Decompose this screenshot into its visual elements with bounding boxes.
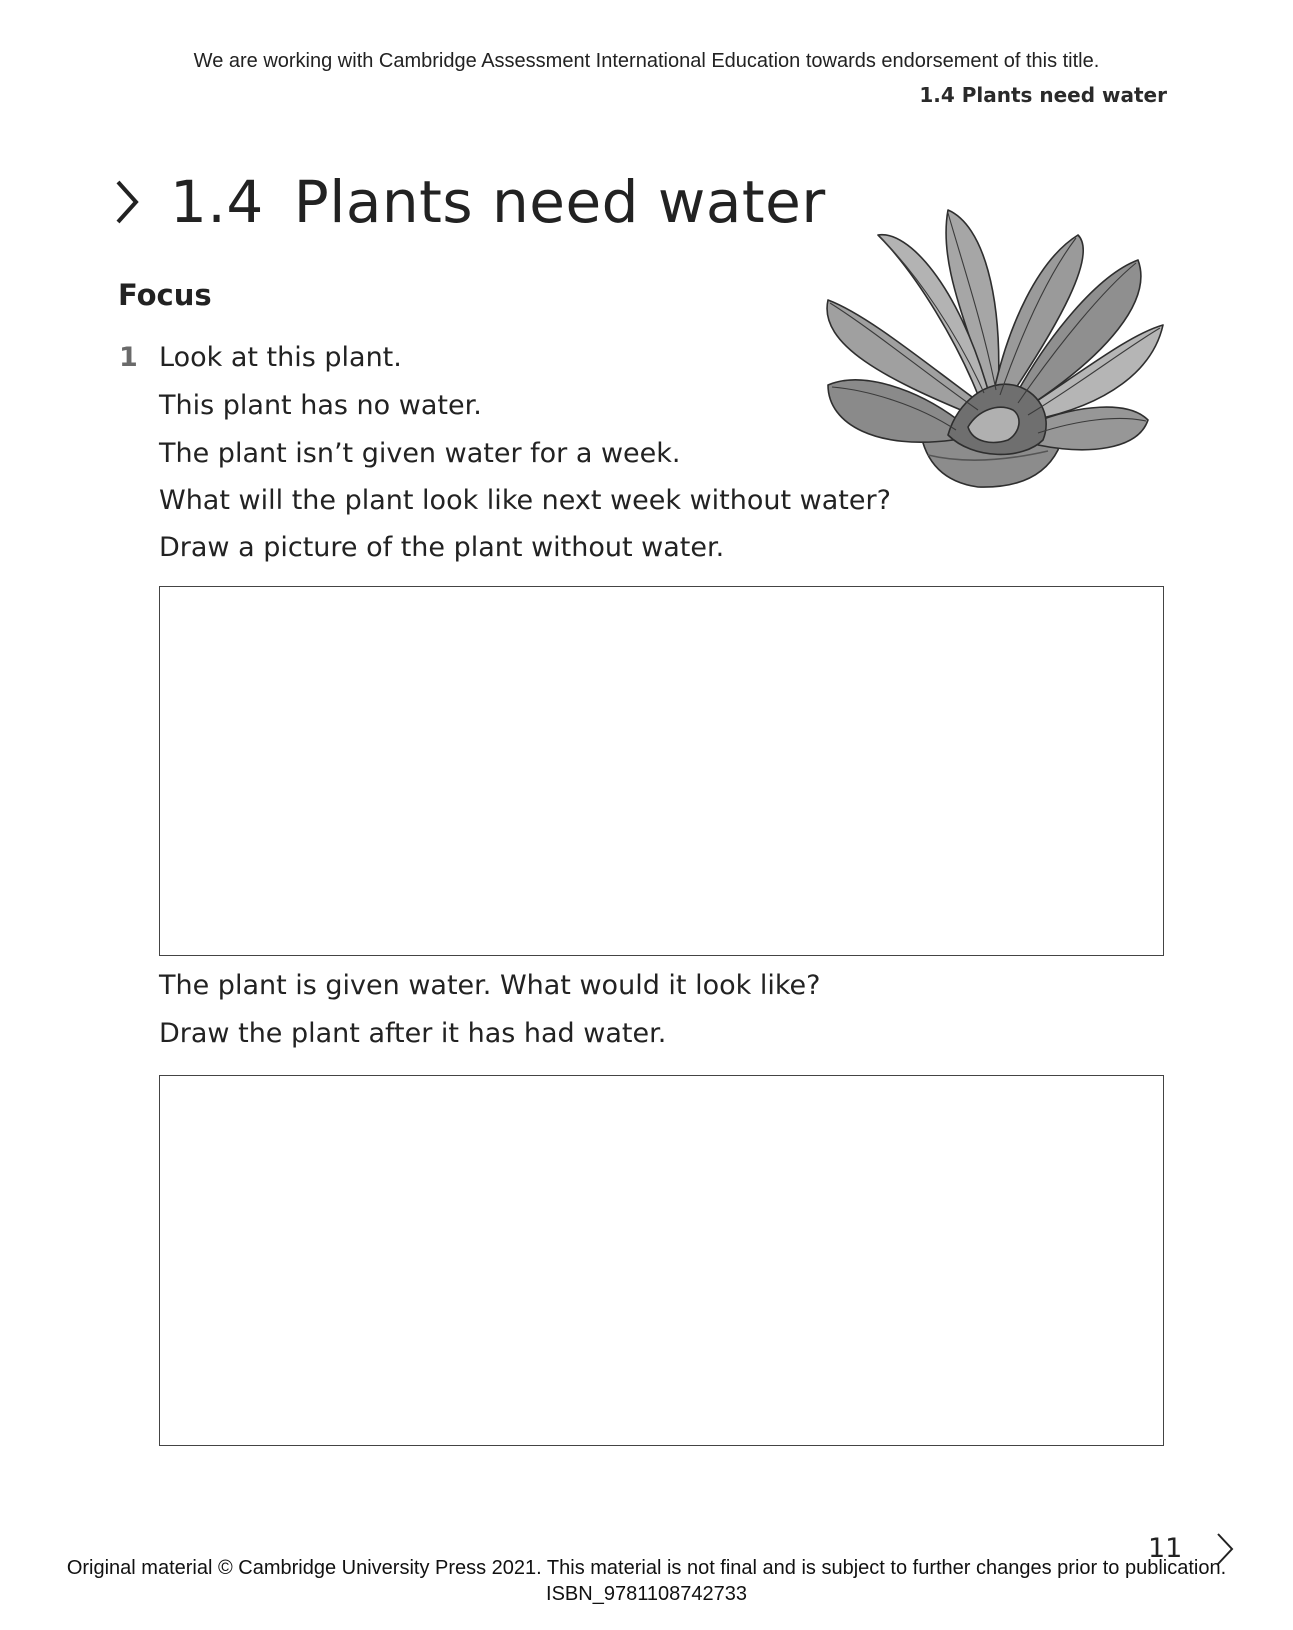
endorsement-notice: We are working with Cambridge Assessment International Education towards endorsement of this title. xyxy=(193,50,1100,72)
question-line: What will the plant look like next week without water? xyxy=(159,485,891,516)
copyright-notice: Original material © Cambridge University Press 2021. This material is not final and is subject to further changes prior to publication. xyxy=(66,1557,1227,1579)
question-number: 1 xyxy=(119,342,138,373)
drawing-box-without-water[interactable] xyxy=(159,586,1164,956)
leafy-plant-icon xyxy=(808,205,1168,500)
question-line: The plant isn’t given water for a week. xyxy=(159,438,681,469)
section-title: Plants need water xyxy=(293,168,826,236)
focus-heading: Focus xyxy=(118,278,212,312)
chevron-right-icon xyxy=(112,178,142,226)
question-line: This plant has no water. xyxy=(159,390,482,421)
question-line: Draw a picture of the plant without water. xyxy=(159,532,725,563)
running-head: 1.4 Plants need water xyxy=(919,83,1167,107)
page-number: 11 xyxy=(1148,1533,1183,1564)
drawing-box-with-water[interactable] xyxy=(159,1075,1164,1446)
question-line: The plant is given water. What would it look like? xyxy=(159,970,821,1001)
isbn: ISBN_9781108742733 xyxy=(546,1583,747,1605)
question-line: Look at this plant. xyxy=(159,342,402,373)
page-title xyxy=(170,168,826,236)
section-number: 1.4 xyxy=(170,168,264,236)
question-line: Draw the plant after it has had water. xyxy=(159,1018,667,1049)
